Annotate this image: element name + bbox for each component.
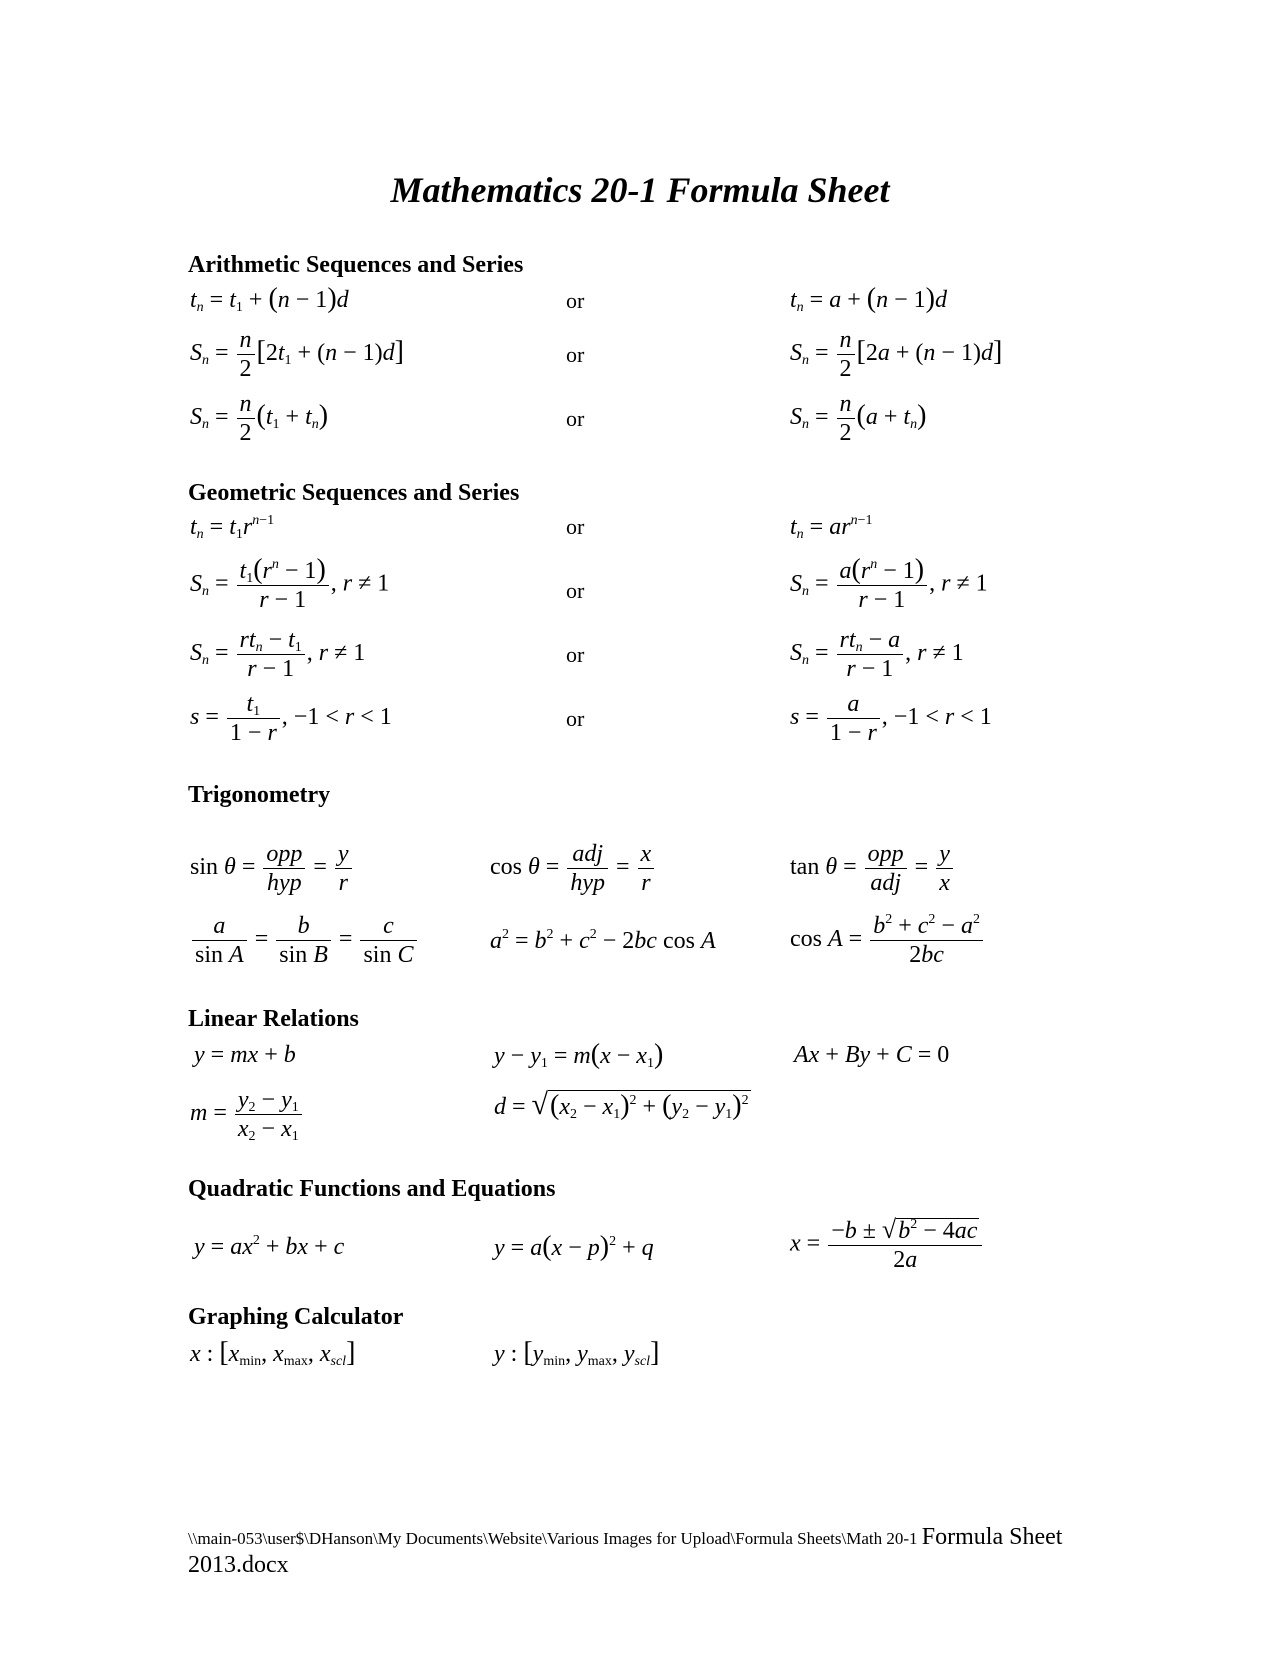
or-connector: or [566, 288, 585, 313]
or-connector: or [566, 578, 585, 603]
heading-calculator: Graphing Calculator [188, 1304, 404, 1330]
or-connector: or [566, 642, 585, 667]
formula-cosine-ratio: cos θ = $\frac{\text{adj}}{\text{hyp}}$ = $\frac{x}{r}$ [490, 840, 656, 897]
formula-arith-sum-a: $S_n$ = $\frac{n}{2}$ [2a + (n − 1)d] [790, 327, 1003, 382]
formula-arith-sum-t1: $S_n$ = $\frac{n}{2}$ $[2t_1 + (n - 1)d]$ [190, 327, 404, 382]
heading-linear: Linear Relations [188, 1006, 359, 1032]
footer-file-path [188, 1524, 1088, 1580]
or-connector: or [566, 514, 585, 539]
formula-arith-sum-tn-a: $S_n$ = $\frac{n}{2}$ $(a + t_n)$ [790, 391, 927, 446]
formula-quadratic-vertex: $y = a(x - p)^2 + q$ [494, 1231, 654, 1262]
or-connector: or [566, 406, 585, 431]
formula-arith-general-term-t1: $t_n = t_1 + (n - 1)d$ [190, 283, 349, 315]
formula-cosine-law-angle: cos A = $\frac{b^2 + c^2 - a^2}{2bc}$ [790, 912, 985, 969]
formula-arith-general-term-a: $t_n = a + (n - 1)d$ [790, 283, 947, 315]
formula-window-y: y : [$y_{min}$, $y_{max}$, $y_{scl}$] [494, 1337, 660, 1369]
heading-trigonometry: Trigonometry [188, 782, 331, 808]
formula-quadratic-general: $y = ax^2$ + bx + c [194, 1233, 345, 1260]
formula-geo-sum-a: $S_n$ = $\frac{a(r^n - 1)}{r - 1}$ , r ≠ 1 [790, 554, 988, 613]
heading-quadratic: Quadratic Functions and Equations [188, 1176, 556, 1202]
formula-geo-general-term-a: $t_n = ar^{n-1}$ [790, 513, 873, 542]
formula-window-x: x : [$x_{min}$, $x_{max}$, $x_{scl}$] [190, 1337, 356, 1369]
or-connector: or [566, 706, 585, 731]
formula-arith-sum-tn-t1: $S_n$ = $\frac{n}{2}$ $(t_1 + t_n)$ [190, 391, 329, 446]
footer-path: \\main-053\user$\DHanson\My Documents\Website\Various Images for Upload\Formula Sheets\Math 20-1 [188, 1529, 918, 1548]
formula-geo-sum-rtn-t1: $S_n$ = $\frac{rt_n - t_1}{r - 1}$ , r ≠ 1 [190, 627, 366, 682]
formula-cosine-law: $a^2 = b^2 + c^2 - 2bc$ cos A [490, 927, 716, 954]
footer-file: 2013.docx [188, 1552, 289, 1578]
formula-quadratic-formula: x = $\frac{-b \pm √b^2 - 4ac}{2a}$ [790, 1216, 984, 1274]
heading-arithmetic: Arithmetic Sequences and Series [188, 252, 524, 278]
formula-slope: m = $\frac{y_2 - y_1}{x_2 - x_1}$ [190, 1086, 304, 1143]
heading-geometric: Geometric Sequences and Series [188, 480, 520, 506]
formula-tangent-ratio: tan θ = $\frac{\text{opp}}{\text{adj}}$ = $\frac{y}{x}$ [790, 840, 955, 897]
or-connector: or [566, 342, 585, 367]
page-title: Mathematics 20-1 Formula Sheet [390, 170, 890, 210]
formula-sine-law: $\frac{a}{\text{sin A}}$ = $\frac{b}{\text{sin B}}$ = $\frac{c}{\text{sin C}}$ [190, 912, 419, 969]
formula-distance: $d = √(x_2 - x_1)^2 + (y_2 - y_1)^2$ [494, 1088, 749, 1122]
formula-point-slope: $y - y_1 = m(x - x_1)$ [494, 1039, 664, 1071]
formula-geo-sum-rtn-a: $S_n$ = $\frac{rt_n - a}{r - 1}$ , r ≠ 1 [790, 627, 964, 682]
formula-general-form: Ax + By + C = 0 [794, 1042, 950, 1068]
formula-slope-intercept: y = mx + b [194, 1042, 296, 1068]
footer-name: Formula Sheet [921, 1524, 1063, 1550]
formula-geo-general-term-t1: $t_n = t_1r^{n-1}$ [190, 513, 275, 542]
formula-geo-infinite-sum-t1: s = $\frac{t_1}{1 - r}$ , −1 < r < 1 [190, 691, 392, 746]
formula-geo-infinite-sum-a: s = $\frac{a}{1 - r}$ , −1 < r < 1 [790, 691, 992, 746]
formula-sine-ratio: sin θ = $\frac{\text{opp}}{\text{hyp}}$ = $\frac{y}{r}$ [190, 840, 354, 897]
formula-geo-sum-t1: $S_n$ = $\frac{t_1(r^n - 1)}{r - 1}$ , r ≠ 1 [190, 554, 390, 613]
